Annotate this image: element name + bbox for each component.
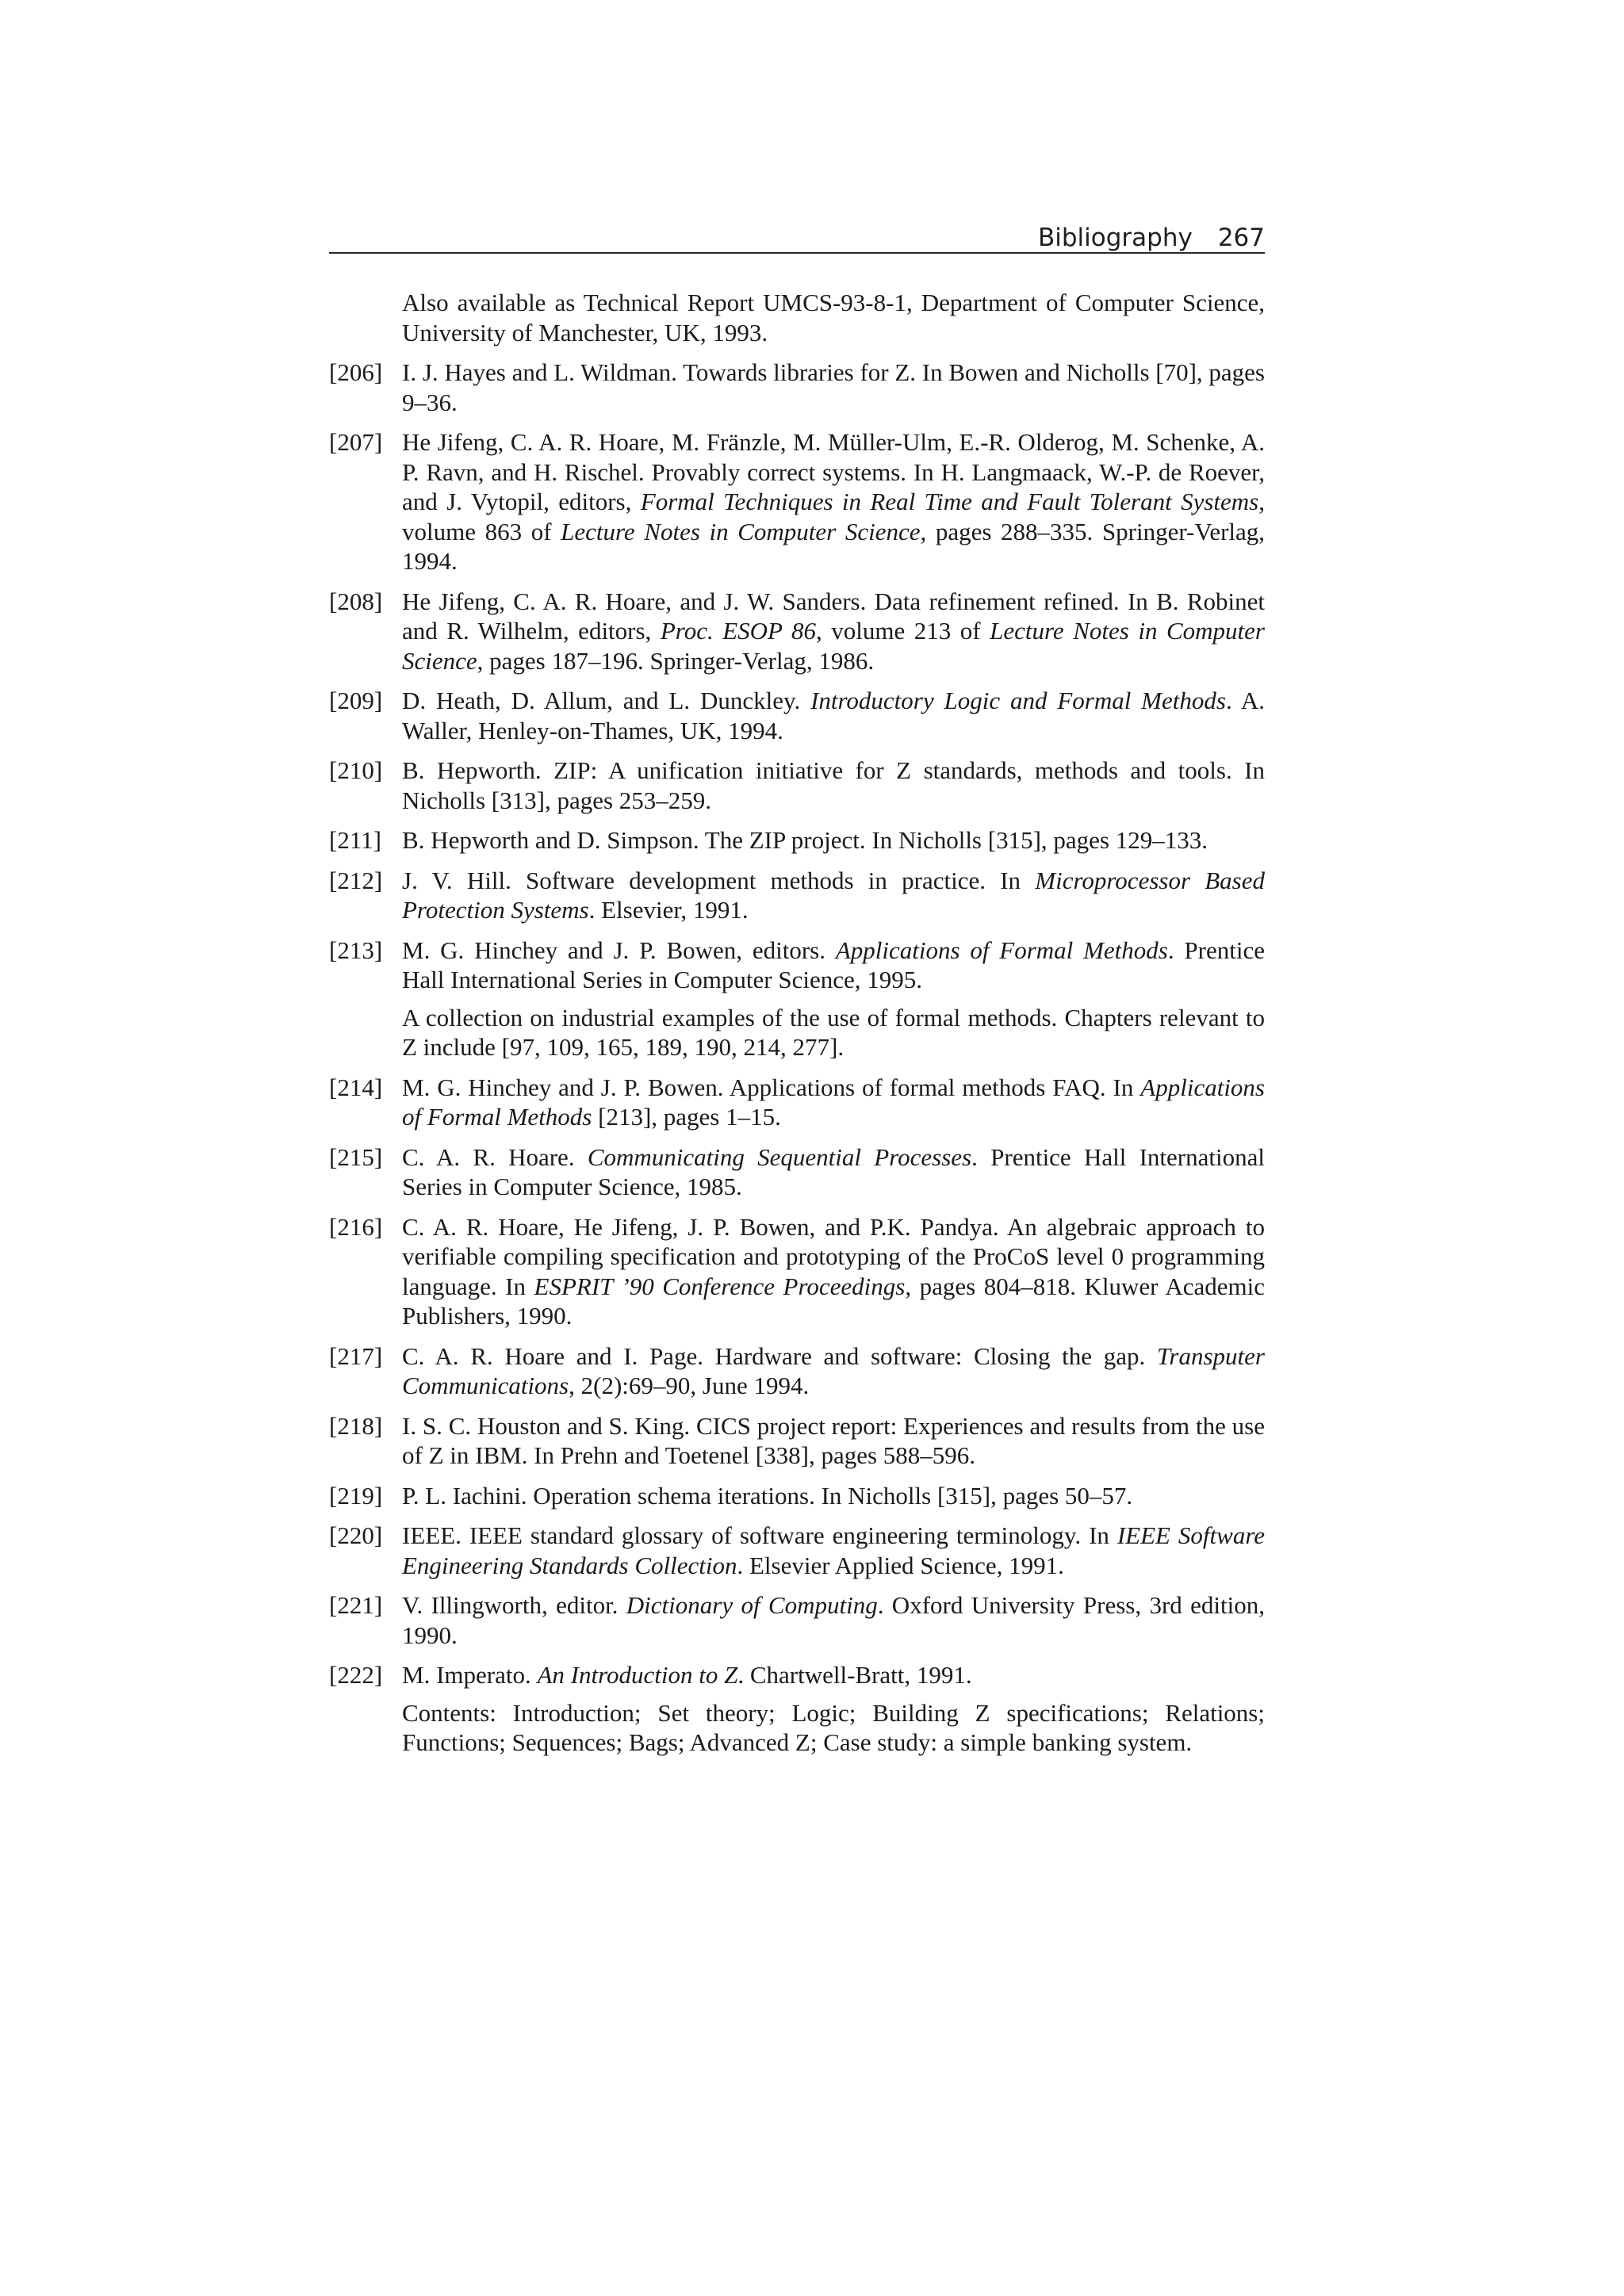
entry-label: [209]: [329, 687, 383, 714]
entry-text-part: M. G. Hinchey and J. P. Bowen, editors.: [402, 936, 836, 964]
entry-text: [402, 1142, 1265, 1202]
entry-label: [208]: [329, 587, 383, 615]
bibliography-list: [329, 288, 1265, 1768]
entry-text-part: , pages 804–818. Kluwer Academic Publishers, 1990.: [402, 1272, 1265, 1330]
entry-label: [212]: [329, 866, 383, 894]
bib-entry-209: [329, 686, 1265, 745]
entry-text-part: [213], pages 1–15.: [592, 1103, 781, 1131]
entry-text-part: . A. Waller, Henley-on-Thames, UK, 1994.: [402, 687, 1265, 744]
entry-label: [221]: [329, 1591, 383, 1619]
entry-text-part: . Prentice Hall International Series in Computer Science, 1985.: [402, 1142, 1265, 1200]
entry-label: [222]: [329, 1661, 383, 1689]
entry-text-part: D. Heath, D. Allum, and L. Dunckley.: [402, 687, 811, 714]
bib-entry-220: [329, 1521, 1265, 1580]
entry-text-part: . Prentice Hall International Series in Computer Science, 1995.: [402, 936, 1265, 993]
entry-text-part: , 2(2):69–90, June 1994.: [569, 1372, 810, 1399]
entry-text: [402, 686, 1265, 745]
running-head: [329, 214, 1265, 252]
bib-entry-208: [329, 587, 1265, 676]
bib-entry-222: [329, 1660, 1265, 1758]
entry-label: [218]: [329, 1411, 383, 1440]
bib-entry-215: [329, 1142, 1265, 1202]
entry-text: [402, 1481, 1265, 1511]
entry-label: [217]: [329, 1341, 383, 1370]
entry-title-italic: Transputer Communications: [402, 1341, 1265, 1399]
entry-text-part: I. J. Hayes and L. Wildman. Towards libraries for Z. In Bowen and Nicholls [70], pages 9–36.: [402, 358, 1265, 416]
entry-text: [402, 1521, 1265, 1580]
entry-text: [402, 1073, 1265, 1132]
bib-entry-214: [329, 1073, 1265, 1132]
bib-entry-221: [329, 1590, 1265, 1650]
entry-text-part: He Jifeng, C. A. R. Hoare, and J. W. Sanders. Data refinement refined. In B. Robinet and R. Wilhelm, editors,: [402, 587, 1265, 645]
entry-title-italic: Dictionary of Computing: [626, 1591, 878, 1619]
bib-entry-207: [329, 427, 1265, 576]
entry-text-part: P. L. Iachini. Operation schema iterations. In Nicholls [315], pages 50–57.: [402, 1481, 1133, 1510]
entry-label: [206]: [329, 358, 383, 386]
entry-text: [402, 756, 1265, 815]
entry-text: [402, 1411, 1265, 1471]
entry-text-part: He Jifeng, C. A. R. Hoare, M. Fränzle, M. Müller-Ulm, E.-R. Olderog, M. Schenke, A. P. Ravn, and H. Rischel. Provably correct systems. In H. Langmaack, W.-P. de Roever, and J. Vytopil, editors,: [402, 428, 1265, 515]
entry-label: [219]: [329, 1481, 383, 1510]
entry-title-italic: IEEE Software Engineering Standards Collection: [402, 1521, 1265, 1579]
entry-text-part: B. Hepworth and D. Simpson. The ZIP project. In Nicholls [315], pages 129–133.: [402, 826, 1208, 854]
page-number: 267: [1217, 224, 1265, 252]
entry-text-part: C. A. R. Hoare and I. Page. Hardware and software: Closing the gap.: [402, 1341, 1157, 1370]
entry-text: [402, 427, 1265, 576]
entry-text-part: C. A. R. Hoare.: [402, 1142, 588, 1171]
entry-title-italic: Microprocessor Based Protection Systems: [402, 866, 1266, 924]
entry-text-part: M. Imperato.: [402, 1661, 538, 1689]
entry-series-italic: Lecture Notes in Computer Science: [561, 517, 921, 545]
entry-label: [211]: [329, 826, 381, 854]
bib-entry-219: [329, 1481, 1265, 1511]
header-rule: [329, 252, 1265, 254]
entry-text-part: , volume 863 of: [402, 488, 1265, 545]
entry-text: [402, 1660, 1265, 1758]
entry-text-part: , volume 213 of: [815, 617, 990, 645]
entry-label: [214]: [329, 1073, 383, 1101]
entry-title-italic: Applications of Formal Methods: [835, 936, 1168, 964]
bib-entry-218: [329, 1411, 1265, 1471]
entry-text: [402, 1590, 1265, 1650]
bib-entry-216: [329, 1212, 1265, 1331]
entry-text: [402, 1341, 1265, 1401]
bib-entry-211: [329, 825, 1265, 855]
running-head-section: Bibliography: [1037, 224, 1193, 252]
bib-entry-213: [329, 936, 1265, 1062]
entry-text-part: V. Illingworth, editor.: [402, 1591, 626, 1619]
entry-text: [402, 587, 1265, 676]
bib-entry-206: [329, 358, 1265, 417]
entry-text-part: , pages 187–196. Springer-Verlag, 1986.: [477, 646, 875, 675]
entry-text-part: C. A. R. Hoare, He Jifeng, J. P. Bowen, and P.K. Pandya. An algebraic approach to verifiable compiling specification and prototyping of the ProCoS level 0 programming language. In: [402, 1212, 1265, 1300]
bib-entry-210: [329, 756, 1265, 815]
entry-title-italic: Formal Techniques in Real Time and Fault Tolerant Systems: [640, 488, 1259, 515]
entry-title-italic: An Introduction to Z: [537, 1661, 738, 1689]
entry-label: [220]: [329, 1521, 383, 1549]
entry-title-italic: Applications of Formal Methods: [402, 1073, 1265, 1131]
entry-text: [402, 825, 1265, 855]
entry-text-part: . Oxford University Press, 3rd edition, 1990.: [402, 1591, 1265, 1649]
entry-text: [402, 936, 1265, 1062]
entry-label: [215]: [329, 1142, 383, 1171]
entry-text-part: J. V. Hill. Software development methods in practice. In: [402, 866, 1036, 894]
entry-text-part: B. Hepworth. ZIP: A unification initiative for Z standards, methods and tools. In Nicholls [313], pages 253–259.: [402, 756, 1265, 814]
entry-label: [207]: [329, 428, 383, 456]
entry-text-part: , pages 288–335. Springer-Verlag, 1994.: [402, 517, 1266, 575]
entry-text-part: IEEE. IEEE standard glossary of software engineering terminology. In: [402, 1521, 1117, 1549]
entry-text: [402, 358, 1265, 417]
entry-text-part: I. S. C. Houston and S. King. CICS project report: Experiences and results from the use of Z in IBM. In Prehn and Toetenel [338], pages 588–596.: [402, 1411, 1265, 1469]
entry-text-part: M. G. Hinchey and J. P. Bowen. Applications of formal methods FAQ. In: [402, 1073, 1141, 1101]
bib-entry-212: [329, 866, 1265, 925]
bib-entry-217: [329, 1341, 1265, 1401]
entry-title-italic: Introductory Logic and Formal Methods: [810, 687, 1226, 714]
entry-text: [402, 1212, 1265, 1331]
entry-label: [210]: [329, 756, 383, 784]
entry-annotation: Contents: Introduction; Set theory; Logic; Building Z specifications; Relations; Functions; Sequences; Bags; Advanced Z; Case study: a simple banking system.: [402, 1698, 1265, 1756]
entry-title-italic: ESPRIT ’90 Conference Proceedings: [534, 1272, 906, 1300]
entry-text-part: . Elsevier Applied Science, 1991.: [737, 1551, 1064, 1579]
entry-text-part: . Chartwell-Bratt, 1991.: [737, 1661, 972, 1689]
entry-label: [213]: [329, 936, 383, 964]
entry-title-italic: Proc. ESOP 86: [660, 617, 816, 645]
entry-series-italic: Lecture Notes in Computer Science: [402, 617, 1265, 675]
entry-annotation: A collection on industrial examples of the use of formal methods. Chapters relevant to Z include [97, 109, 165, 189, 190, 214, 277].: [402, 1003, 1265, 1061]
entry-title-italic: Communicating Sequential Processes: [587, 1142, 972, 1171]
entry-text-part: . Elsevier, 1991.: [588, 896, 749, 924]
entry-text: [402, 866, 1265, 925]
entry-label: [216]: [329, 1212, 383, 1241]
continued-entry-text: Also available as Technical Report UMCS-93-8-1, Department of Computer Science, University of Manchester, UK, 1993.: [402, 289, 1265, 346]
